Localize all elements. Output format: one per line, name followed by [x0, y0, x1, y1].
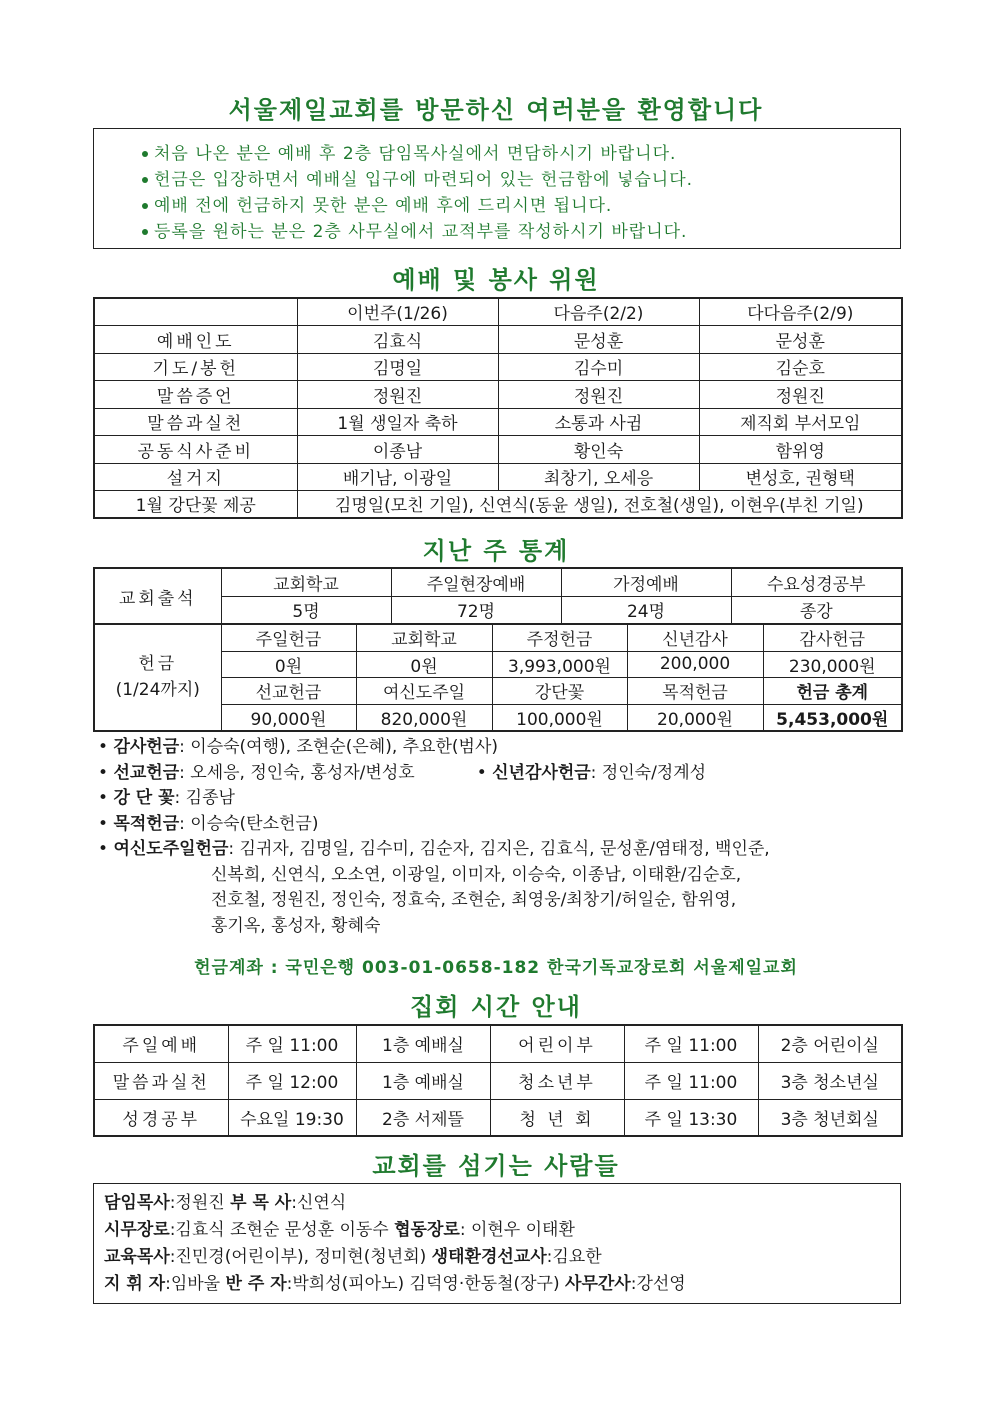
table-row	[94, 435, 902, 463]
table-header: 교회학교	[356, 624, 492, 651]
staff-line: 시무장로:김효식 조현순 문성훈 이동수 협동장로: 이현우 이태환	[104, 1220, 575, 1240]
table-header: 교회학교	[221, 568, 391, 596]
table-header: 강단꽃	[492, 677, 627, 704]
row-label: 말씀증언	[94, 380, 297, 408]
table-cell: 100,000원	[492, 704, 627, 731]
table-row	[94, 490, 902, 518]
table-header: 여신도주일	[356, 677, 492, 704]
table-cell: 이종남	[297, 435, 498, 463]
note-women-cont: 신복희, 신연식, 오소연, 이광일, 이미자, 이승숙, 이종남, 이태환/김순호,	[211, 864, 742, 885]
attendance-table	[93, 567, 903, 625]
table-cell: 주 일 11:00	[624, 1062, 758, 1099]
table-cell: 수요일 19:30	[228, 1099, 356, 1136]
table-cell: 90,000원	[221, 704, 356, 731]
table-cell: 제직회 부서모임	[699, 408, 902, 435]
offering-table	[93, 623, 903, 732]
welcome-item: 헌금은 입장하면서 예배실 입구에 마련되어 있는 헌금함에 넣습니다.	[142, 165, 693, 190]
table-cell: 어린이부	[490, 1025, 624, 1062]
note-women-cont: 홍기옥, 홍성자, 황혜숙	[211, 915, 381, 936]
table-cell: 2층 어린이실	[758, 1025, 902, 1062]
table-row	[94, 624, 902, 651]
table-header: 헌금 총계	[763, 677, 902, 704]
offering-period: (1/24까지)	[115, 680, 200, 701]
table-cell: 청소년부	[490, 1062, 624, 1099]
welcome-item: 등록을 원하는 분은 2층 사무실에서 교적부를 작성하시기 바랍니다.	[142, 217, 687, 242]
table-cell: 변성호, 권형택	[699, 463, 902, 490]
table-cell: 김수미	[498, 353, 699, 380]
table-row	[94, 463, 902, 490]
table-cell: 정원진	[699, 380, 902, 408]
table-cell: 주 일 11:00	[624, 1025, 758, 1062]
table-cell: 말씀과실천	[94, 1062, 228, 1099]
table-header: 목적헌금	[627, 677, 763, 704]
table-header: 주정헌금	[492, 624, 627, 651]
table-cell: 김순호	[699, 353, 902, 380]
note-thanks: • 감사헌금: 이승숙(여행), 조현순(은혜), 추요한(범사)	[98, 737, 499, 757]
table-cell: 종강	[731, 596, 902, 624]
table-row	[94, 568, 902, 596]
table-header: 가정예배	[561, 568, 731, 596]
row-label: 설거지	[94, 463, 297, 490]
note-flower: • 강 단 꽃: 김종남	[98, 788, 235, 808]
table-cell: 72명	[391, 596, 561, 624]
bullet-icon	[142, 177, 148, 183]
table-cell: 24명	[561, 596, 731, 624]
table-cell: 소통과 사귐	[498, 408, 699, 435]
offering-notes	[98, 735, 918, 939]
table-cell: 황인숙	[498, 435, 699, 463]
table-header: 신년감사	[627, 624, 763, 651]
service-title: 예배 및 봉사 위원	[392, 266, 600, 294]
table-cell: 주일예배	[94, 1025, 228, 1062]
welcome-item: 예배 전에 헌금하지 못한 분은 예배 후에 드리시면 됩니다.	[142, 191, 612, 216]
table-cell: 2층 서제뜰	[356, 1099, 490, 1136]
table-cell: 김명일(모친 기일), 신연식(동윤 생일), 전호철(생일), 이현우(부친 기일)	[297, 490, 902, 518]
row-label: 기도/봉헌	[94, 353, 297, 380]
row-label: 예배인도	[94, 325, 297, 353]
table-header: 다음주(2/2)	[498, 298, 699, 325]
note-women: • 여신도주일헌금: 김귀자, 김명일, 김수미, 김순자, 김지은, 김효식, 문성훈/염태정, 백인준,	[98, 839, 770, 859]
table-header: 이번주(1/26)	[297, 298, 498, 325]
welcome-box	[93, 128, 901, 249]
welcome-title: 서울제일교회를 방문하신 여러분을 환영합니다	[228, 96, 764, 124]
row-label: 1월 강단꽃 제공	[94, 490, 297, 518]
table-row	[94, 325, 902, 353]
note-purpose: • 목적헌금: 이승숙(탄소헌금)	[98, 813, 319, 834]
note-women-cont: 전호철, 정원진, 정인숙, 정효숙, 조현순, 최영웅/최창기/허일순, 함위영,	[211, 890, 737, 910]
note-mission: • 선교헌금: 오세응, 정인숙, 홍성자/변성호 • 신년감사헌금: 정인숙/정계성	[98, 762, 707, 783]
row-label	[94, 624, 221, 731]
table-cell: 주 일 12:00	[228, 1062, 356, 1099]
row-label: 공동식사준비	[94, 435, 297, 463]
table-cell: 정원진	[297, 380, 498, 408]
table-cell: 정원진	[498, 380, 699, 408]
table-cell: 최창기, 오세응	[498, 463, 699, 490]
schedule-table	[93, 1024, 903, 1137]
table-row	[94, 1025, 902, 1062]
table-header: 감사헌금	[763, 624, 902, 651]
table-row	[94, 353, 902, 380]
table-cell: 3층 청소년실	[758, 1062, 902, 1099]
table-cell: 배기남, 이광일	[297, 463, 498, 490]
table-cell: 문성훈	[699, 325, 902, 353]
offering-account: 헌금계좌 : 국민은행 003-01-0658-182 한국기독교장로회 서울제일교회	[194, 958, 798, 978]
table-cell: 200,000	[627, 651, 763, 677]
table-cell: 김효식	[297, 325, 498, 353]
table-cell	[94, 298, 297, 325]
table-cell: 김명일	[297, 353, 498, 380]
table-cell: 청 년 회	[490, 1099, 624, 1136]
table-cell: 문성훈	[498, 325, 699, 353]
table-header: 주일헌금	[221, 624, 356, 651]
table-cell: 0원	[221, 651, 356, 677]
table-cell: 230,000원	[763, 651, 902, 677]
table-cell: 1층 예배실	[356, 1025, 490, 1062]
table-header: 주일현장예배	[391, 568, 561, 596]
staff-line: 지 휘 자:임바울 반 주 자:박희성(피아노) 김덕영·한동철(장구) 사무간사:강선영	[104, 1274, 686, 1294]
table-cell: 성경공부	[94, 1099, 228, 1136]
table-row	[94, 1099, 902, 1136]
offering-total: 5,453,000원	[763, 704, 902, 731]
table-cell: 주 일 11:00	[228, 1025, 356, 1062]
table-cell: 3,993,000원	[492, 651, 627, 677]
welcome-item: 처음 나온 분은 예배 후 2층 담임목사실에서 면담하시기 바랍니다.	[142, 139, 676, 164]
table-row	[94, 380, 902, 408]
staff-title: 교회를 섬기는 사람들	[372, 1152, 620, 1180]
staff-box	[93, 1183, 901, 1304]
table-row	[94, 408, 902, 435]
table-cell: 1층 예배실	[356, 1062, 490, 1099]
staff-line: 담임목사:정원진 부 목 사:신연식	[104, 1193, 347, 1213]
table-cell: 함위영	[699, 435, 902, 463]
table-cell: 3층 청년회실	[758, 1099, 902, 1136]
table-row	[94, 1062, 902, 1099]
schedule-title: 집회 시간 안내	[410, 993, 582, 1021]
bullet-icon	[142, 151, 148, 157]
bullet-icon	[142, 203, 148, 209]
table-header: 수요성경공부	[731, 568, 902, 596]
bullet-icon	[142, 229, 148, 235]
table-cell: 820,000원	[356, 704, 492, 731]
table-cell: 1월 생일자 축하	[297, 408, 498, 435]
table-cell: 주 일 13:30	[624, 1099, 758, 1136]
offering-label: 헌금	[138, 654, 178, 675]
service-table	[93, 297, 903, 519]
stats-title: 지난 주 통계	[422, 537, 570, 565]
table-row	[94, 298, 902, 325]
table-cell: 20,000원	[627, 704, 763, 731]
table-cell: 5명	[221, 596, 391, 624]
table-header: 선교헌금	[221, 677, 356, 704]
table-cell: 0원	[356, 651, 492, 677]
table-header: 다다음주(2/9)	[699, 298, 902, 325]
row-label: 교회출석	[94, 568, 221, 624]
staff-line: 교육목사:진민경(어린이부), 정미현(청년회) 생태환경선교사:김요한	[104, 1247, 602, 1267]
row-label: 말씀과실천	[94, 408, 297, 435]
